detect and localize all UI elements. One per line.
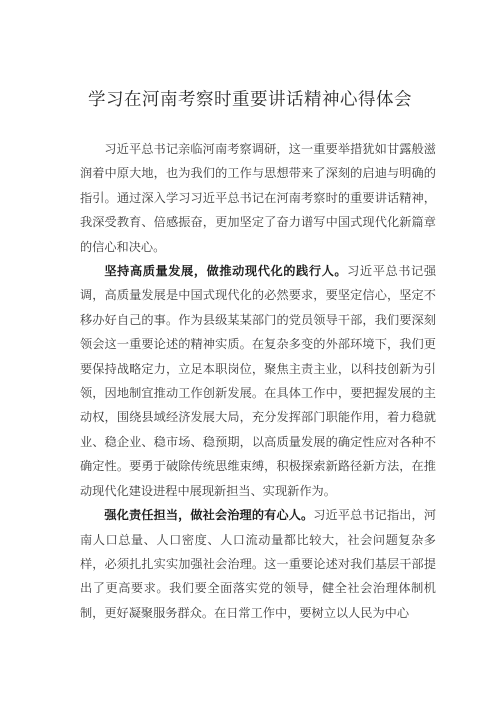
paragraph-intro <box>80 137 436 259</box>
paragraph-lead: 强化责任担当，做社会治理的有心人。 <box>104 508 314 523</box>
paragraph-high-quality-development <box>80 259 436 503</box>
paragraph-text: 习近平总书记亲临河南考察调研，这一重要举措犹如甘露般滋润着中原大地，也为我们的工作与思想带来了深刻的启迪与明确的指引。通过深入学习习近平总书记在河南考察时的重要讲话精神，我深受教育、倍感振奋，更加坚定了奋力谱写中国式现代化新篇章的信心和决心。 <box>80 142 436 254</box>
paragraph-text: 习近平总书记指出，河南人口总量、人口密度、人口流动量都比较大，社会问题复杂多样，必须扎扎实实加强社会治理。这一重要论述对我们基层干部提出了更高要求。我们要全面落实党的领导，健全社会治理体制机制，更好凝聚服务群众。在日常工作中，要树立以人民为中心 <box>80 508 437 620</box>
document-title: 学习在河南考察时重要讲话精神心得体会 <box>88 90 412 110</box>
paragraph-text: 习近平总书记强调，高质量发展是中国式现代化的必然要求，要坚定信心，坚定不移办好自己的事。作为县级某某部门的党员领导干部，我们要深刻领会这一重要论述的精神实质。在复杂多变的外部环境下，我们更要保持战略定力，立足本职岗位，聚焦主责主业，以科技创新为引领，因地制宜推动工作创新发展。在具体工作中，要把握发展的主动权，围绕县域经济发展大局，充分发挥部门职能作用，着力稳就业、稳企业、稳市场、稳预期，以高质量发展的确定性应对各种不确定性。要勇于破除传统思维束缚，积极探索新路径新方法，在推动现代化建设进程中展现新担当、实现新作为。 <box>80 264 437 498</box>
document-body <box>80 137 436 625</box>
paragraph-social-governance <box>80 503 436 625</box>
paragraph-lead: 坚持高质量发展，做推动现代化的践行人。 <box>104 264 348 279</box>
